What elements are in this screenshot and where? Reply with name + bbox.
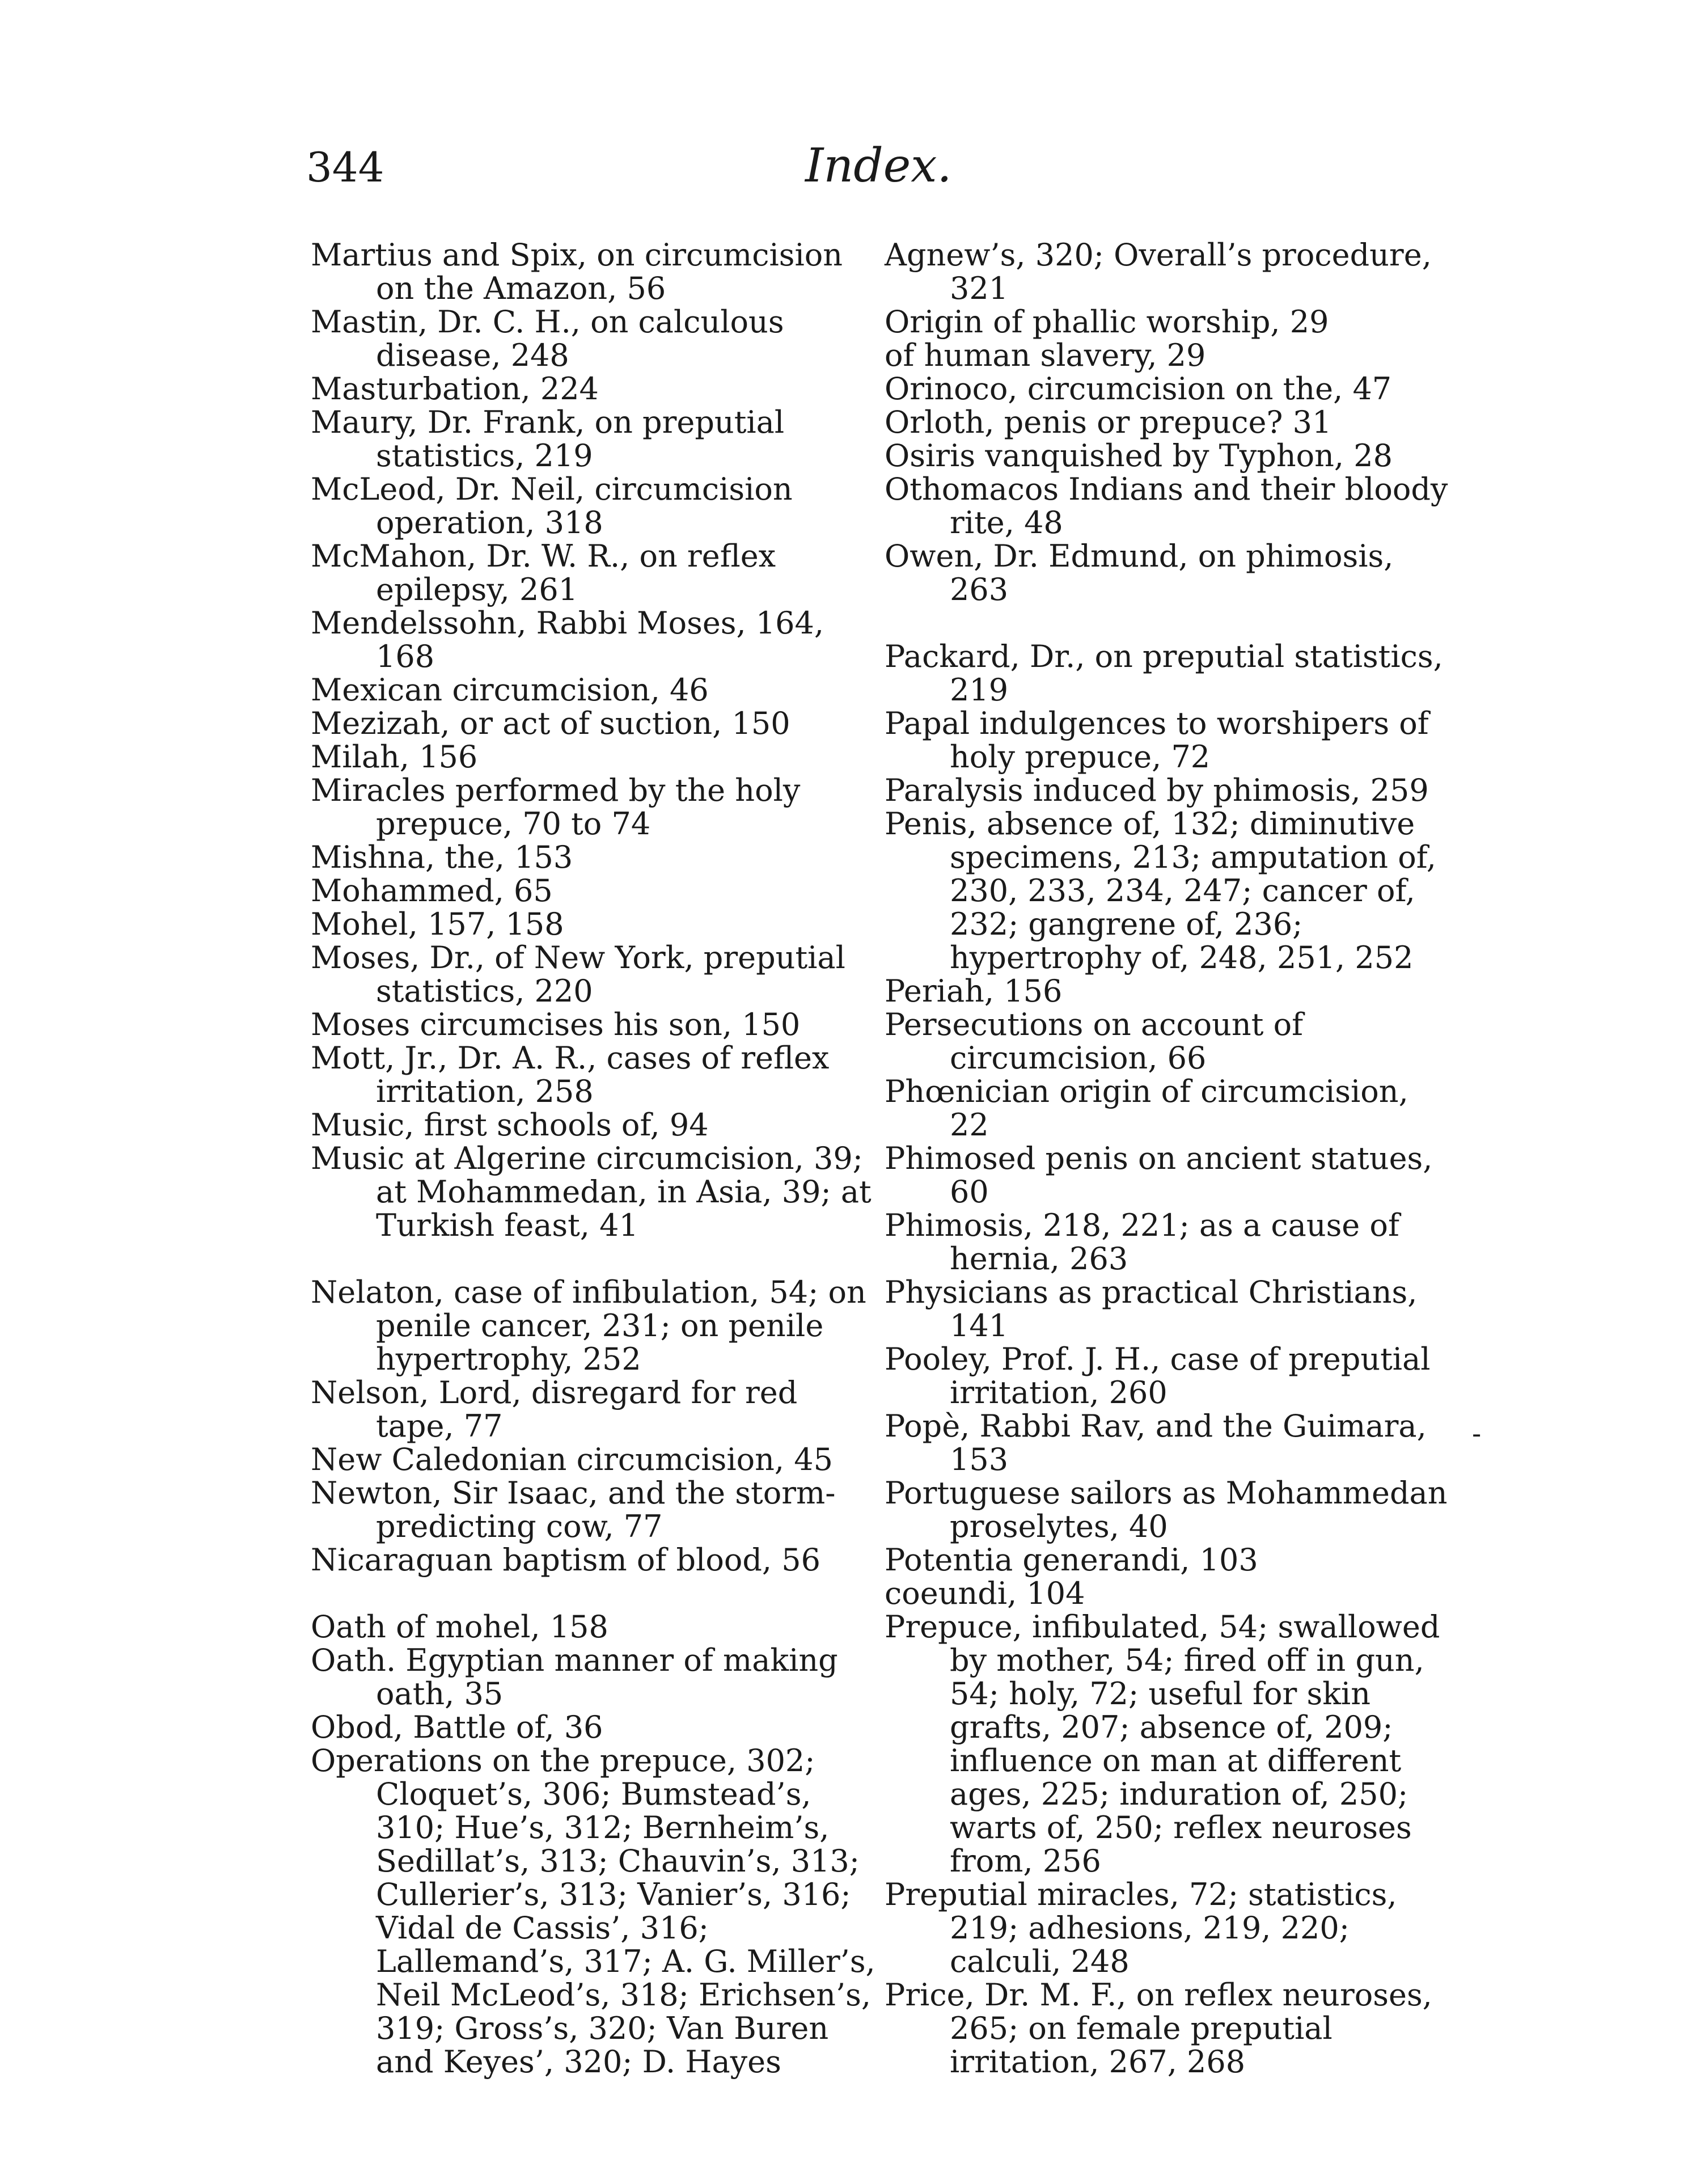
index-entry: Penis, absence of, 132; diminutive specimens, 213; amputation of, 230, 233, 234, 247; cancer of, 232; gangrene of, 236; hypertrophy of, 248, 251, 252 [885,806,1436,975]
index-entry: Popè, Rabbi Rav, and the Guimara, 153 [885,1408,1427,1477]
index-entry: Phœnician origin of circumcision, 22 [885,1074,1408,1143]
index-entry: Prepuce, infibulated, 54; swallowed by mother, 54; fired off in gun, 54; holy, 72; useful for skin grafts, 207; absence of, 209; influence on man at different ages, 225; induration of, 250; warts of, 250; reflex neuroses from, 256 [885,1609,1440,1879]
index-entry: Maury, Dr. Frank, on preputial statistics, 219 [311,404,785,474]
index-entry: Mendelssohn, Rabbi Moses, 164, 168 [311,605,824,674]
index-entry: Orinoco, circumcision on the, 47 [885,371,1392,407]
index-entry: McMahon, Dr. W. R., on reflex epilepsy, 261 [311,538,776,607]
index-entry: New Caledonian circumcision, 45 [311,1442,833,1477]
index-entry: Origin of phallic worship, 29 [885,304,1329,340]
index-entry: Milah, 156 [311,739,478,775]
index-entry: Phimosis, 218, 221; as a cause of hernia, 263 [885,1207,1399,1277]
right-column [885,238,1452,2079]
index-entry: Mohel, 157, 158 [311,906,564,942]
margin-mark: - [1472,1418,1482,1450]
index-entry: Mott, Jr., Dr. A. R., cases of reflex irritation, 258 [311,1040,830,1109]
running-title: Index. [805,139,952,193]
index-entry: Oath. Egyptian manner of making oath, 35 [311,1642,838,1712]
index-entry: Papal indulgences to worshipers of holy prepuce, 72 [885,706,1429,775]
index-entry: of human slavery, 29 [885,337,1206,373]
index-entry: Mezizah, or act of suction, 150 [311,706,790,741]
section-gap [885,606,1452,640]
index-entry: Mexican circumcision, 46 [311,672,709,708]
index-entry: Newton, Sir Isaac, and the storm-predicting cow, 77 [311,1475,836,1544]
index-entry: Preputial miracles, 72; statistics, 219; adhesions, 219, 220; calculi, 248 [885,1877,1397,1979]
index-entry: Phimosed penis on ancient statues, 60 [885,1140,1433,1210]
index-entry: Nelson, Lord, disregard for red tape, 77 [311,1375,798,1444]
index-entry: Moses, Dr., of New York, preputial statistics, 220 [311,940,845,1009]
index-entry: Owen, Dr. Edmund, on phimosis, 263 [885,538,1394,607]
index-entry: Obod, Battle of, 36 [311,1709,603,1745]
page-number: 344 [306,143,384,191]
section-gap [311,1242,878,1275]
index-entry: Masturbation, 224 [311,371,599,407]
index-entry: Operations on the prepuce, 302; Cloquet’s, 306; Bumstead’s, 310; Hue’s, 312; Bernheim’s, Sedillat’s, 313; Chauvin’s, 313; Cullerier’s, 313; Vanier’s, 316; Vidal de Cassis’, 316; Lallemand’s, 317; A. G. Miller’s, Neil McLeod’s, 318; Erichsen’s, 319; Gross’s, 320; Van Buren and Keyes’, 320; D. Hayes [311,1743,875,2080]
index-entry: Music at Algerine circumcision, 39; at Mohammedan, in Asia, 39; at Turkish feast, 41 [311,1140,872,1243]
index-entry: Pooley, Prof. J. H., case of preputial irritation, 260 [885,1341,1431,1410]
index-entry: Osiris vanquished by Typhon, 28 [885,438,1393,474]
index-entry: Periah, 156 [885,973,1063,1009]
index-entry: McLeod, Dr. Neil, circumcision operation, 318 [311,471,793,540]
index-entry-continued: Agnew’s, 320; Overall’s procedure, 321 [885,237,1432,306]
index-entry: Music, first schools of, 94 [311,1107,709,1143]
index-entry: Persecutions on account of circumcision, 66 [885,1007,1304,1076]
index-entry: Orloth, penis or prepuce? 31 [885,404,1332,440]
index-entry: Mohammed, 65 [311,873,553,909]
index-entry: Packard, Dr., on preputial statistics, 219 [885,639,1443,708]
index-entry: Othomacos Indians and their bloody rite, 48 [885,471,1448,540]
index-entry: Martius and Spix, on circumcision on the Amazon, 56 [311,237,843,306]
index-entry: Price, Dr. M. F., on reflex neuroses, 265; on female preputial irritation, 267, 268 [885,1977,1432,2080]
index-entry: Mishna, the, 153 [311,839,573,875]
index-entry: Nelaton, case of infibulation, 54; on penile cancer, 231; on penile hypertrophy, 252 [311,1274,866,1377]
index-entry: Nicaraguan baptism of blood, 56 [311,1542,820,1578]
index-entry: Physicians as practical Christians, 141 [885,1274,1418,1344]
index-entry: Portuguese sailors as Mohammedan proselytes, 40 [885,1475,1448,1544]
left-column [311,238,878,2079]
index-entry: coeundi, 104 [885,1575,1085,1611]
index-entry: Mastin, Dr. C. H., on calculous disease, 248 [311,304,784,373]
index-entry: Potentia generandi, 103 [885,1542,1258,1578]
index-entry: Miracles performed by the holy prepuce, 70 to 74 [311,772,801,842]
index-entry: Moses circumcises his son, 150 [311,1007,801,1042]
section-gap [311,1577,878,1610]
index-entry: Paralysis induced by phimosis, 259 [885,772,1429,808]
index-entry: Oath of mohel, 158 [311,1609,608,1645]
